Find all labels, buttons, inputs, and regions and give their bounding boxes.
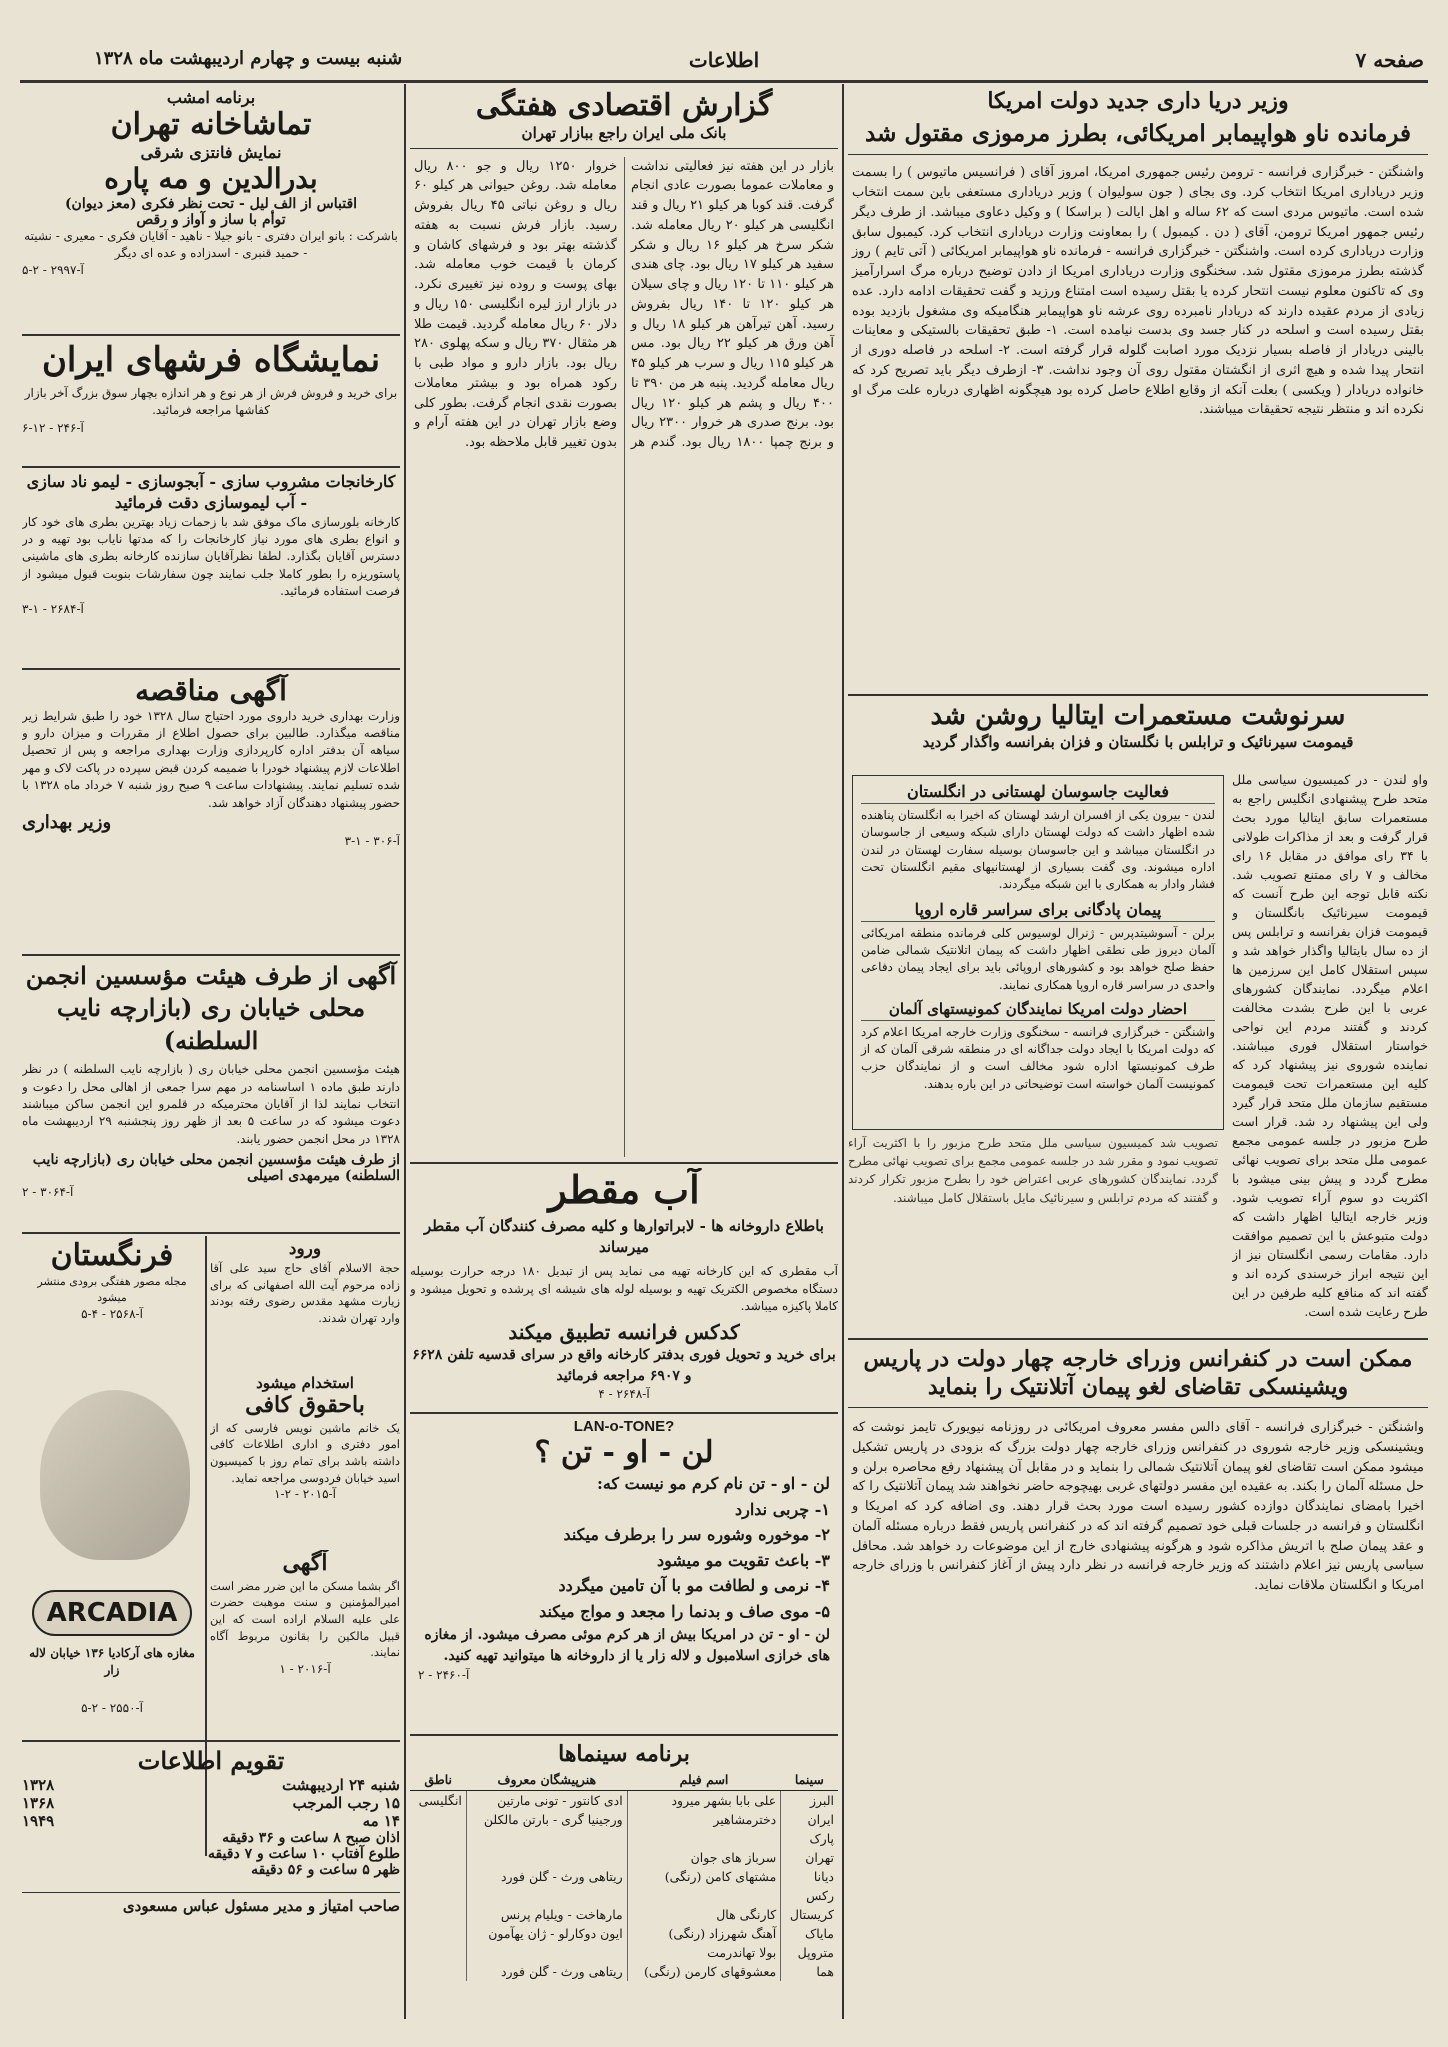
pact-title: پیمان پادگانی برای سراسر قاره اروپا — [861, 900, 1215, 922]
water-body: آب مقطری که این کارخانه تهیه می نماید پس از تبدیل ۱۸۰ درجه حرارت بوسیله دستگاه مخصوص الکتریک تهیه و بوسیله لوله های شیشه ای پرشده و تحویل میشود و کاملا پاکیزه میباشد. — [410, 1264, 838, 1313]
calendar-label: ظهر ۵ ساعت و ۵۶ دقیقه — [251, 1862, 400, 1878]
arcadia-code: آ-۲۵۵۰ - ۲-۵ — [81, 1701, 143, 1715]
job-title: استخدام میشود — [256, 1374, 354, 1392]
masthead-rule — [20, 80, 1428, 83]
cinema-col-cinema: سینما — [781, 1769, 838, 1791]
italy-body: واو لندن - در کمیسیون سیاسی ملل متحد طرح پیشنهادی انگلیس راجع به مستعمرات سابق ایتالیا مورد بحث قرار گرفت و بعد از مذاکرات طولانی با ۳۴ رای موافق در مقابل ۱۶ رای مخالف و ۷ رای ممتنع تصویب شد. نکته قابل توجه این طرح آنست که قیمومت سیرنائیک بانگلستان و قیمومت فزان بفرانسه و ترابلس پس از ده سال بایتالیا واگذار خواهد شد و سپس استقلال کامل این سرزمین ها اعلام میگردد. نمایندگان کشورهای عربی با این طرح بشدت مخالفت کردند و گفتند مردم این نواحی خواستار استقلال فوری میباشند. نماینده شوروی نیز پیشنهاد کرد که کلیه این مستعمرات تحت قیمومت مستقیم سازمان ملل متحد قرار گیرد ولی این پیشنهاد رد شد. قرار است طرح مزبور در جلسه عمومی مجمع عمومی ملل متحد برای تصویب نهائی مطرح گردد و پیش بینی میشود با اکثریت دو سوم آراء تصویب شود. وزیر خارجه ایتالیا اظهار داشت که دولت متبوعش با این تصمیم موافقت دارد. مقامات رسمی انگلستان نیز از این نتیجه ابراز خرسندی کرده اند و گفته اند که منافع کلیه طرفین در این طرح رعایت شده است. — [1232, 772, 1428, 1319]
theatre-sub: نمایش فانتزی شرقی — [140, 143, 282, 162]
notice-title: آگهی — [282, 1550, 328, 1576]
calendar-label: ۱۵ رجب المرجب — [292, 1794, 400, 1812]
tender-sign: وزیر بهداری — [22, 811, 112, 833]
rule-calendar-top — [22, 1740, 400, 1742]
water-subtitle: باطلاع داروخانه ها - لابراتوارها و کلیه مصرف کنندگان آب مقطر میرساند — [424, 1216, 824, 1257]
shoe-illustration — [40, 1390, 190, 1560]
council-sign: از طرف هیئت مؤسسین انجمن محلی خیابان ری (بازارچه نایب السلطنه) میرمهدی اصیلی — [32, 1152, 400, 1185]
carpet-title: نمایشگاه فرشهای ایران — [41, 340, 381, 380]
actors: ورجینیا گری - بارتن مالکلن — [466, 1810, 627, 1829]
film-name: بولا تهاندرمت — [627, 1943, 781, 1962]
cinema-name: ایران — [781, 1810, 838, 1829]
cinema-name: پارک — [781, 1829, 838, 1848]
cinema-table — [410, 1769, 838, 1981]
table-row — [410, 1905, 838, 1924]
play-cast: باشرکت : بانو ایران دفتری - بانو جیلا - ناهید - آقایان فکری - معیری - نشیته - حمید قنبری - اسدزاده و عده ای دیگر — [24, 228, 398, 260]
economy-subhead: بانک ملی ایران راجع ببازار تهران — [410, 124, 838, 149]
farangistan-body: مجله مصور هفتگی برودی منتشر میشود — [37, 1275, 187, 1304]
calendar-value: ۱۳۲۸ — [22, 1776, 55, 1794]
lanotone-item-2: ۲- موخوره وشوره سر را برطرف میکند — [563, 1525, 830, 1545]
rule-water-bottom — [410, 1412, 838, 1414]
film-name: آهنگ شهرزاد (رنگی) — [627, 1924, 781, 1943]
paris-body: واشنگتن - خبرگزاری فرانسه - آقای دالس مفسر معروف امریکائی در روزنامه نیویورک تایمز نوشت که ویشینسکی وزیر خارجه شوروی در کنفرانس وزرای خارجه چهار دولت بزرگ که بزودی در پاریس تشکیل میشود ممکن است تقاضای لغو پیمان آتلانتیک شمالی را بنماید و در مقابل آن پیشنهاد رفع محاصره برلن و حل مسئله آلمان را بکند. به عقیده این مفسر دولتهای غربی بهیچوجه حاضر نخواهند شد پیمان آتلانتیک را که اخیرا بامضای نمایندگان دوازده کشور رسیده است مورد بحث قرار دهند. وی اضافه کرد که امریکا و انگلستان و فرانسه در جلسات قبلی خود تصمیم گرفته اند که در کنفرانس پاریس فقط درباره مسئله آلمان و عقد پیمان صلح با اتریش مذاکره شود و هرگونه پیشنهادی خارج از این موضوعات رد خواهد شد. محافل سیاسی پاریس نیز اعلام داشتند که وزیر خارجه فرانسه در نظر دارد پیش از آغاز کنفرانس با وزرای خارجه امریکا و انگلستان ملاقات نماید. — [852, 1420, 1424, 1593]
publisher-line: صاحب امتیاز و مدیر مسئول عباس مسعودی — [22, 1892, 400, 1915]
lanotone-footer: لن - او - تن در امریکا بیش از هر کرم موئی مصرف میشود. از مغازه های خرازی اسلامبول و لاله زار یا از داروخانه ها میتوانید تهیه کنید. — [424, 1626, 830, 1664]
economy-headline: گزارش اقتصادی هفتگی — [475, 88, 773, 123]
calendar-label: اذان صبح ۸ ساعت و ۳۶ دقیقه — [222, 1830, 400, 1846]
calendar-row — [22, 1830, 400, 1846]
language — [410, 1943, 466, 1962]
table-row — [410, 1962, 838, 1981]
economy-body: بازار در این هفته نیز فعالیتی نداشت و معاملات عموما بصورت عادی انجام گرفت. قند کوبا هر کیلو ۲۱ ریال و قند انگلیسی هر کیلو ۲۰ ریال معامله شد. شکر سرخ هر کیلو ۱۶ ریال و شکر سفید هر کیلو ۱۷ ریال بود. چای هندی هر کیلو ۱۱۰ تا ۱۲۰ ریال و چای سیلان هر کیلو ۱۲۰ تا ۱۴۰ ریال بفروش رسید. آهن تیرآهن هر کیلو ۱۸ ریال و آهن ورق هر کیلو ۲۲ ریال بود. مس هر کیلو ۱۱۵ ریال و سرب هر کیلو ۴۵ ریال معامله گردید. پنبه هر من ۳۹۰ تا ۴۰۰ ریال و پشم هر کیلو ۱۲۰ ریال بود. برنج صدری هر خروار ۲۳۰۰ ریال و برنج چمپا ۱۸۰۰ ریال بود. گندم هر خروار ۱۲۵۰ ریال و جو ۸۰۰ ریال معامله شد. روغن حیوانی هر کیلو ۶۰ ریال و روغن نباتی ۴۵ ریال بفروش رسید. بازار فرش نسبت به هفته گذشته بهتر بود و فرشهای کاشان و کرمان با قیمت خوب معامله شد. بهای پوست و روده نیز تغییری نکرد. در بازار ارز لیره انگلیسی ۱۵۰ ریال و دلار ۶۰ ریال معامله گردید. قیمت طلا هر مثقال ۳۷۰ ریال و سکه پهلوی ۲۸۰ ریال بود. بازار دارو و مواد طبی با رکود همراه بود و بیشتر معاملات بصورت نقدی انجام گرفت. بطور کلی وضع بازار تهران در این هفته آرام و بدون تغییر قابل ملاحظه بود. — [414, 158, 835, 450]
cinema-col-actors: هنرپیشگان معروف — [466, 1769, 627, 1791]
actors: ریتاهی ورث - گلن فورد — [466, 1962, 627, 1981]
rule-tender-bottom — [22, 954, 400, 956]
calendar-row — [22, 1794, 400, 1812]
notice-code: آ-۲۰۱۶ - ۱ — [279, 1661, 331, 1676]
water-codex: کدکس فرانسه تطبیق میکند — [508, 1320, 740, 1345]
arrival-title: ورود — [288, 1239, 322, 1259]
actors: ادی کانتور - تونی مارتین — [466, 1790, 627, 1810]
rule-lanotone-bottom — [410, 1734, 838, 1736]
calendar-value: ۱۳۶۸ — [22, 1794, 55, 1812]
article-paris — [848, 1346, 1428, 2016]
play-music: توأم با ساز و آواز و رقص — [136, 211, 286, 228]
ad-council — [22, 960, 400, 1228]
table-row — [410, 1867, 838, 1886]
calendar-row — [22, 1812, 400, 1830]
water-title: آب مقطر — [548, 1168, 700, 1212]
paris-subhead: ویشینسکی تقاضای لغو پیمان آتلانتیک را بنماید — [848, 1374, 1428, 1409]
cinema-title: برنامه سینماها — [558, 1741, 690, 1767]
actors: ریتاهی ورث - گلن فورد — [466, 1867, 627, 1886]
program-label: برنامه امشب — [166, 88, 256, 107]
job-body: یک خانم ماشین نویس فارسی که از امور دفتری و اداری اطلاعات کافی داشته باشد برای تمام روز با کمیسیون اسید خیابان فردوسی مراجعه نماید. — [210, 1420, 400, 1485]
cinema-name: رکس — [781, 1886, 838, 1905]
news-box-column — [852, 775, 1224, 1130]
ad-tender — [22, 674, 400, 949]
ad-arrival — [210, 1238, 400, 1368]
film-name: دخترمشاهیر — [627, 1810, 781, 1829]
calendar-value: ۱۹۴۹ — [22, 1812, 55, 1830]
actors — [466, 1848, 627, 1867]
lanotone-item-3: ۳- باعث تقویت مو میشود — [657, 1550, 830, 1570]
actors: ایون دوکارلو - ژان یهآمون — [466, 1924, 627, 1943]
rule-italy-bottom — [848, 1338, 1428, 1340]
cinema-name: هما — [781, 1962, 838, 1981]
job-code: آ-۲۰۱۵ - ۲-۱ — [274, 1487, 336, 1502]
italy-body-continued: تصویب شد کمیسیون سیاسی ملل متحد طرح مزبور را با اکثریت آراء تصویب نمود و مقرر شد در جلسه عمومی مجمع برای تصویب نهائی مطرح گردد. نمایندگان کشورهای عربی اعتراض خود را بطرح مزبور تکرار کردند و گفتند که مردم ترابلس و سیرنائیک مایل باستقلال کامل میباشند. — [848, 1136, 1218, 1205]
cinema-name: البرز — [781, 1790, 838, 1810]
ad-job — [210, 1374, 400, 1544]
lanotone-title: لن - او - تن ؟ — [534, 1435, 714, 1470]
farangistan-title: فرنگستان — [50, 1238, 174, 1273]
paper-name: اطلاعات — [688, 48, 760, 72]
language — [410, 1829, 466, 1848]
page-number: صفحه ۷ — [1355, 48, 1424, 72]
cinema-program — [410, 1740, 838, 2020]
council-body: هیئت مؤسسین انجمن محلی خیابان ری ( بازارچه نایب السلطنه ) در نظر دارند طبق ماده ۱ اساسنامه در مهم سرا جمعی از اهالی محل را دعوت و انتخاب نمایند لذا از آقایان محترمیکه در قلمرو این انجمن ساکن میباشند دعوت میشود که در ساعت ۵ بعد از ظهر روز پنجشنبه ۲۹ اردیبهشت ماه ۱۳۲۸ در محل انجمن حضور یابند. — [22, 1062, 400, 1146]
ad-factory — [22, 472, 400, 662]
actors — [466, 1886, 627, 1905]
ad-distilled-water — [410, 1168, 838, 1408]
lanotone-code: آ-۲۴۶۰ - ۲ — [418, 1667, 470, 1682]
issue-date: شنبه بیست و چهارم اردیبهشت ماه ۱۳۲۸ — [94, 48, 403, 69]
table-row — [410, 1848, 838, 1867]
rule-navy-bottom — [848, 694, 1428, 696]
film-name: مشتهای کامن (رنگی) — [627, 1867, 781, 1886]
calendar-label: طلوع آفتاب ۱۰ ساعت و ۷ دقیقه — [207, 1846, 400, 1862]
play-title: بدرالدین و مه پاره — [104, 162, 318, 195]
language — [410, 1848, 466, 1867]
language — [410, 1962, 466, 1981]
arrival-body: حجة الاسلام آقای حاج سید علی آقا زاده مرحوم آیت الله اصفهانی که برای زیارت مشهد مقدس رضوی رفته بودند وارد تهران شدند. — [210, 1261, 400, 1326]
german-body: واشنگتن - خبرگزاری فرانسه - سخنگوی وزارت خارجه امریکا اعلام کرد که دولت امریکا با ایجاد دولت جداگانه ای در منطقه شرقی آلمان که از طرف کمونیستها اداره شود مخالف است و از نمایندگان حزب کمونیست آلمان خواسته است توضیحاتی در این باره بدهند. — [861, 1024, 1215, 1091]
cinema-header-row — [410, 1769, 838, 1791]
tender-title: آگهی مناقصه — [135, 674, 287, 707]
navy-kicker: وزیر دریا داری جدید دولت امریکا — [987, 88, 1289, 114]
calendar-row — [22, 1846, 400, 1862]
table-row — [410, 1829, 838, 1848]
factory-title: کارخانجات مشروب سازی - آبجوسازی - لیمو ناد سازی - آب لیموسازی دقت فرمائید — [26, 472, 396, 512]
rule-factory-bottom — [22, 668, 400, 670]
column-divider-1 — [842, 84, 844, 2019]
spies-body: لندن - بیرون یکی از افسران ارشد لهستان که اخیرا به انگلستان پناهنده شده اظهار داشت که دولت لهستان دارای شبکه وسیعی از جاسوسان در انگلستان میباشد و این جاسوسان بوسیله سفارت لهستان در لندن اداره میشوند. وی گفت بسیاری از لهستانیهای مقیم انگلستان تحت فشار وادار به همکاری با این شبکه میگردند. — [861, 807, 1215, 892]
table-row — [410, 1943, 838, 1962]
table-row — [410, 1924, 838, 1943]
lanotone-intro: لن - او - تن نام کرم مو نیست که: — [596, 1474, 830, 1493]
language — [410, 1924, 466, 1943]
ad-notice — [210, 1550, 400, 1730]
notice-body: اگر بشما مسکن ما این ضرر مضر است امیرالمؤمنین و سنت موهبت حضرت علی علیه السلام اراده است که این قبیل مالکین را بقانون مربوط آگاه نمایند. — [210, 1578, 400, 1660]
job-headline: باحقوق کافی — [245, 1392, 365, 1418]
pact-body: برلن - آسوشیتدپرس - ژنرال لوسیوس کلی فرمانده منطقه امریکائی آلمان دیروز طی نطقی اظهار داشت که پیمان اتلانتیک شمالی ضامن حفظ صلح خواهد بود و کشورهای اروپائی باید برای ایجاد پیمان دفاعی واحدی در سراسر قاره اروپا همکاری نمایند. — [861, 925, 1215, 992]
lanotone-item-1: ۱- چربی ندارد — [734, 1499, 830, 1519]
language — [410, 1886, 466, 1905]
cinema-col-language: ناطق — [410, 1769, 466, 1791]
language — [410, 1867, 466, 1886]
rule-theatre-bottom — [22, 334, 400, 336]
rule-carpet-bottom — [22, 466, 400, 468]
film-name: کارنگی هال — [627, 1905, 781, 1924]
arcadia-body: مغازه های آرکادیا ۱۳۶ خیابان لاله زار — [29, 1646, 195, 1678]
column-divider-2 — [404, 84, 406, 2019]
table-row — [410, 1886, 838, 1905]
paris-headline: ممکن است در کنفرانس وزرای خارجه چهار دولت در پاریس — [863, 1346, 1413, 1372]
language: انگلیسی — [418, 1792, 462, 1808]
carpet-code: آ-۲۴۶ - ۱۲-۶ — [22, 420, 84, 435]
calendar-label: شنبه ۲۴ اردیبهشت — [281, 1776, 400, 1794]
ad-theatre — [22, 88, 400, 328]
calendar-row — [22, 1862, 400, 1878]
italy-subhead: قیمومت سیرنائیک و ترابلس با نگلستان و فزان بفرانسه واگذار گردید — [922, 732, 1354, 751]
navy-headline: فرمانده ناو هواپیمابر امریکائی، بطرز مرموزی مقتول شد — [848, 120, 1428, 156]
article-economy — [410, 88, 838, 1158]
cinema-col-film: اسم فیلم — [627, 1769, 781, 1791]
language — [410, 1905, 466, 1924]
article-italy — [848, 700, 1428, 755]
actors — [466, 1943, 627, 1962]
rule-council-bottom — [22, 1232, 400, 1234]
theatre-title: تماشاخانه تهران — [110, 107, 312, 142]
ad-farangistan — [22, 1238, 202, 1338]
calendar-title: تقویم اطلاعات — [137, 1746, 285, 1775]
ad-carpet — [22, 340, 400, 460]
film-name: علی بابا بشهر میرود — [627, 1790, 781, 1810]
lanotone-brand: LAN-o-TONE? — [573, 1418, 675, 1435]
carpet-body: برای خرید و فروش فرش از هر نوع و هر اندازه بچهار سوق بزرگ آخر بازار کفاشها مراجعه فرمائید. — [24, 385, 398, 418]
water-code: آ-۲۶۴۸ - ۴ — [598, 1386, 650, 1401]
table-row — [410, 1810, 838, 1829]
film-name — [627, 1886, 781, 1905]
factory-body: کارخانه بلورسازی ماک موفق شد با زحمات زیاد بهترین بطری های خود کار و انواع بطری های مورد نیاز کارخانجات را که مدتها نایاب بود تهیه و در دسترس آقایان بگذارد. لطفا نظرآقایان سازنده کارخانه بطری های ماشینی پاستوریزه را بطور کاملا جلب نمایند چون سفارشات بنوبت قبول میشود از فرصت استفاده فرمائید. — [22, 514, 400, 599]
cinema-name: تهران — [781, 1848, 838, 1867]
water-contact: برای خرید و تحویل فوری بدفتر کارخانه واقع در سرای قدسیه تلفن ۶۶۲۸ و ۶۹۰۷ مراجعه فرمائید — [412, 1347, 836, 1384]
lanotone-item-4: ۴- نرمی و لطافت مو با آن تامین میگردد — [558, 1576, 830, 1596]
council-title: آگهی از طرف هیئت مؤسسین انجمن محلی خیابان ری (بازارچه نایب السلطنه) — [25, 961, 397, 1055]
italy-headline: سرنوشت مستعمرات ایتالیا روشن شد — [930, 701, 1346, 731]
cinema-name: متروپل — [781, 1943, 838, 1962]
actors — [466, 1829, 627, 1848]
rule-economy-bottom — [410, 1162, 838, 1164]
play-sub: اقتباس از الف لیل - تحت نظر فکری (معز دیوان) — [64, 195, 358, 212]
calendar-row — [22, 1776, 400, 1794]
cinema-name: مایاک — [781, 1924, 838, 1943]
film-name — [627, 1829, 781, 1848]
actors: مارهاخت - ویلیام پرنس — [466, 1905, 627, 1924]
council-code: آ-۳۰۶۴ - ۲ — [22, 1185, 74, 1200]
cinema-name: دیانا — [781, 1867, 838, 1886]
ad-lanotone — [410, 1418, 838, 1728]
navy-body: واشنگتن - خبرگزاری فرانسه - ترومن رئیس جمهوری امریکا، امروز آقای ( فرانسیس ماتیوس ) را بسمت وزیر دریاداری امریکا انتخاب کرد. وی بجای ( جون سولیوان ) وزیر دریاداری مستعفی باین سمت انتخاب شده است. ماتیوس مردی است که ۶۲ ساله و اهل ایالت ( براسکا ) و وکیل دعاوی میباشد. از طرف دیگر رئیس جمهور امریکا ترومن، آقای ( دن . کیمبول ) را بمعاونت وزارت دریاداری انتخاب کرد. کیمبول سابق وزارت دریاداری کرده است. واشنگتن - خبرگزاری فرانسه - فرمانده ناو هواپیمابر امریکائی ( آتی تایم ) روز گذشته بطرز مرموزی مقتول شد. سخنگوی وزارت دریاداری امریکا از دادن توضیح درباره مرگ اسرارآمیز وی که تاکنون معلوم نیست انتحار کرده یا بقتل رسیده است امتناع ورزید و گفت تحقیقات ادامه دارد. عده زیادی از مردم عقیده دارند که دریادار نامبرده روی عرشه ناو هواپیمابر هنگامیکه وی مشغول بازدید بوده بقتل رسیده است و اسلحه در کنار جسد وی بدست نیامده است. ۱- طبق تحقیقات بالستیکی و معاینات بالینی دریادار از فاصله بسیار نزدیک مورد اصابت گلوله قرار گرفته است. ۲- اسلحه در فاصله دوری از انتحار پیدا شده و هیچ اثری از انگشتان مقتول روی آن وجود نداشت. ۳- ازطرف دیگر باید تصریح کرد که خانواده دریادار ( ویکسی ) بعلت آنکه از وقایع اطلاع حاصل کرده بود هیچگونه اظهاری درباره علت مرگ او نکرده اند و منتظر نتیجه تحقیقات میباشند. — [852, 165, 1425, 418]
film-name: معشوقهای کارمن (رنگی) — [627, 1962, 781, 1981]
farangistan-code: آ-۲۵۶۸ - ۴-۵ — [81, 1306, 143, 1321]
article-navy — [848, 88, 1428, 688]
arcadia-logo: ARCADIA — [32, 1590, 192, 1636]
spies-title: فعالیت جاسوسان لهستانی در انگلستان — [861, 782, 1215, 804]
cinema-name: کریستال — [781, 1905, 838, 1924]
lanotone-item-5: ۵- موی صاف و بدنما را مجعد و مواج میکند — [539, 1601, 830, 1621]
calendar — [22, 1746, 400, 2016]
play-code: آ-۲۹۹۷ - ۲-۵ — [22, 263, 84, 278]
tender-code: آ-۳۰۶ - ۱-۳ — [344, 833, 400, 848]
factory-code: آ-۲۶۸۴ - ۱-۳ — [22, 601, 84, 616]
german-title: احضار دولت امریکا نمایندگان کمونیستهای آلمان — [861, 1000, 1215, 1021]
film-name: سرباز های جوان — [627, 1848, 781, 1867]
calendar-label: ۱۴ مه — [362, 1812, 400, 1830]
tender-body: وزارت بهداری خرید داروی مورد احتیاج سال ۱۳۲۸ خود را طبق شرایط زیر مناقصه میگذارد. طالبین برای حصول اطلاع از مقررات و میزان دارو و سیاهه آن بدفتر اداره کارپردازی وزارت بهداری مراجعه و پس از تحصیل اطلاعات لازم پیشنهاد خودرا با ضمیمه کردن قبض سپرده در پاکت لاک و مهر شده تسلیم نمایند. پیشنهادات ساعت ۹ صبح روز شنبه ۷ خرداد ماه ۱۳۲۸ با حضور پیشنهاد دهندگان آزاد خواهد شد. — [22, 708, 400, 810]
language — [410, 1810, 466, 1829]
table-row — [410, 1790, 838, 1810]
